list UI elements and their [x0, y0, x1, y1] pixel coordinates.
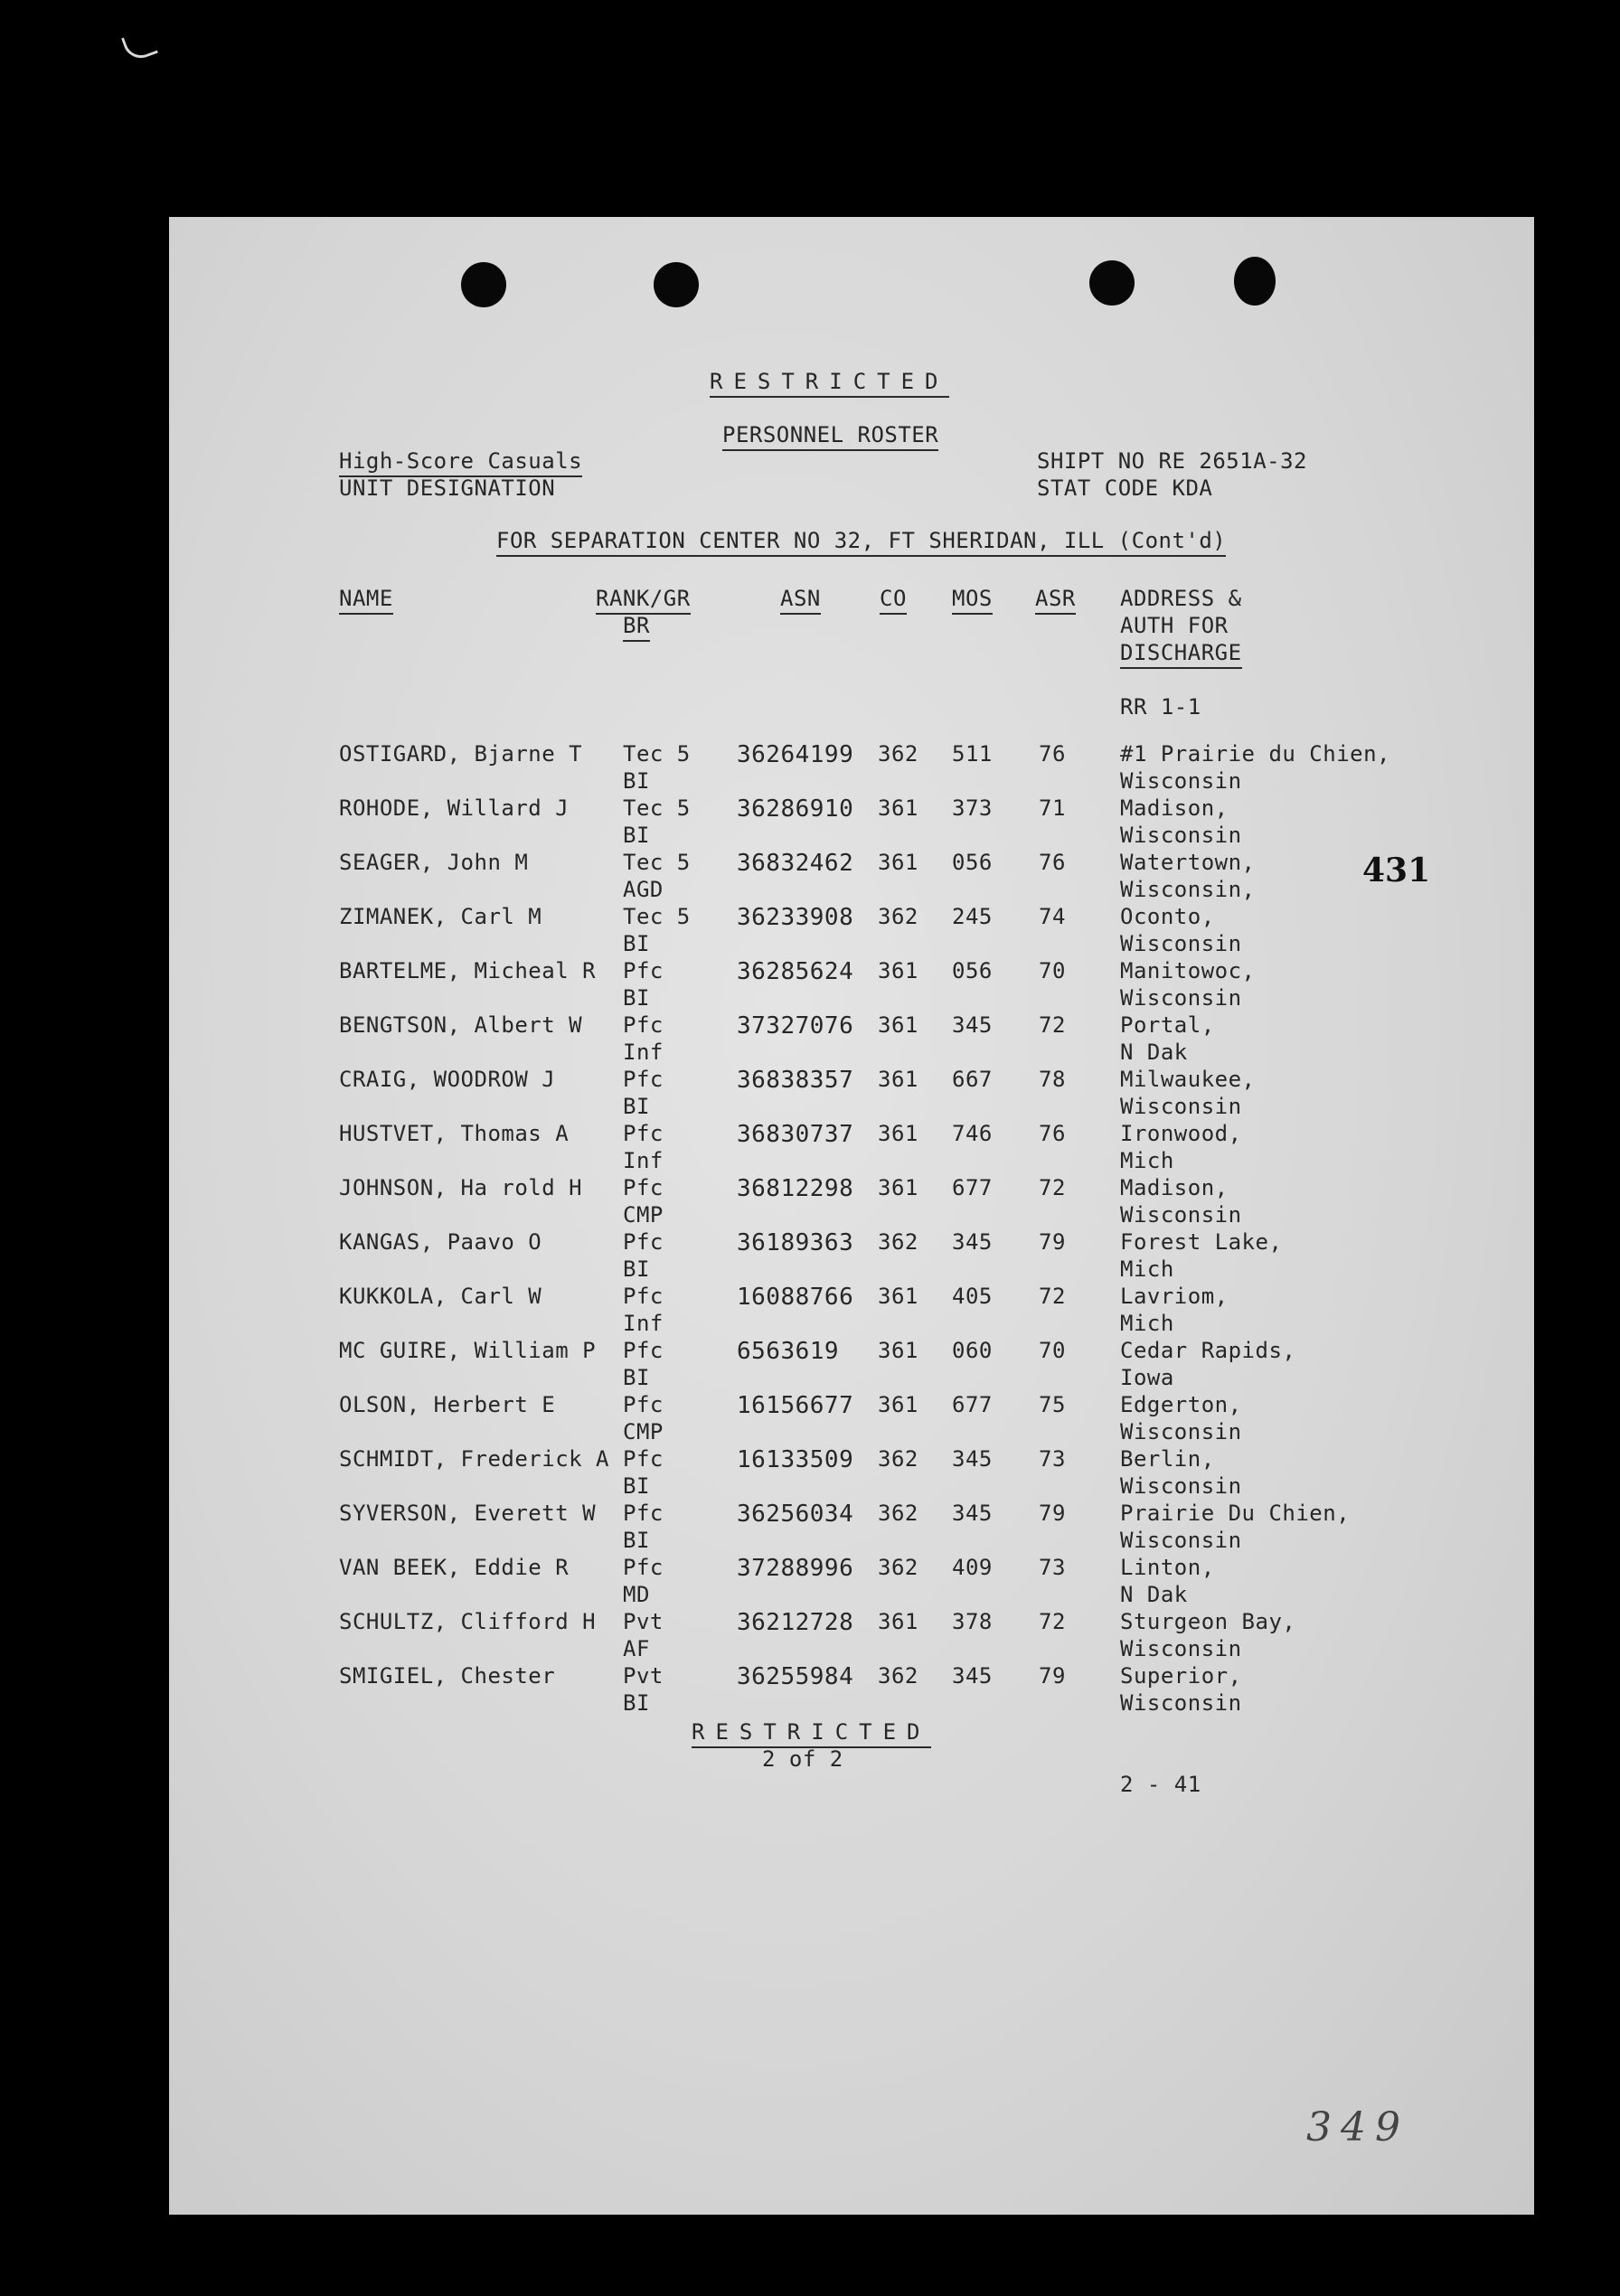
- cell-asr: 74: [1039, 904, 1066, 929]
- cell-rank: Tec 5: [623, 741, 691, 767]
- cell-asn: 37327076: [737, 1012, 854, 1040]
- cell-asr: 70: [1039, 1338, 1066, 1363]
- cell-branch: BI: [623, 1365, 650, 1390]
- unit-designation-label: UNIT DESIGNATION: [339, 475, 556, 501]
- cell-address-line1: Linton,: [1120, 1555, 1215, 1580]
- table-row: [169, 1663, 1435, 1717]
- cell-asr: 72: [1039, 1284, 1066, 1309]
- cell-co: 361: [878, 1609, 918, 1634]
- table-row: [169, 1392, 1435, 1446]
- cell-mos: 345: [952, 1501, 993, 1526]
- cell-co: 361: [878, 1175, 918, 1200]
- cell-branch: Inf: [623, 1148, 664, 1173]
- cell-branch: BI: [623, 823, 650, 848]
- cell-mos: 511: [952, 741, 993, 767]
- table-row: [169, 741, 1435, 795]
- cell-name: SMIGIEL, Chester: [339, 1663, 556, 1689]
- cell-co: 361: [878, 1338, 918, 1363]
- cell-rank: Pfc: [623, 1338, 664, 1363]
- cell-address-line1: Madison,: [1120, 795, 1229, 821]
- table-row: [169, 904, 1435, 958]
- cell-asr: 76: [1039, 1121, 1066, 1146]
- table-row: [169, 1555, 1435, 1609]
- cell-address-line1: Watertown,: [1120, 850, 1256, 875]
- col-address-2: AUTH FOR: [1120, 613, 1229, 638]
- cell-address-line2: Mich: [1120, 1148, 1174, 1173]
- col-rank: RANK/GR: [596, 586, 691, 615]
- punch-hole: [654, 262, 699, 307]
- cell-asr: 71: [1039, 795, 1066, 821]
- cell-address-line1: Oconto,: [1120, 904, 1215, 929]
- col-address-3: DISCHARGE: [1120, 640, 1242, 669]
- cell-rank: Pfc: [623, 1229, 664, 1255]
- cell-branch: CMP: [623, 1419, 664, 1444]
- col-co: CO: [880, 586, 907, 615]
- col-mos: MOS: [952, 586, 993, 615]
- col-asr: ASR: [1035, 586, 1076, 615]
- cell-asn: 36233908: [737, 904, 854, 931]
- cell-address-line2: Mich: [1120, 1311, 1174, 1336]
- cell-mos: 405: [952, 1284, 993, 1309]
- cell-name: CRAIG, WOODROW J: [339, 1067, 556, 1092]
- cell-branch: Inf: [623, 1311, 664, 1336]
- cell-mos: 378: [952, 1609, 993, 1634]
- cell-address-line1: Milwaukee,: [1120, 1067, 1256, 1092]
- cell-rank: Tec 5: [623, 795, 691, 821]
- cell-name: VAN BEEK, Eddie R: [339, 1555, 570, 1580]
- cell-name: ROHODE, Willard J: [339, 795, 570, 821]
- cell-rank: Pfc: [623, 1555, 664, 1580]
- cell-co: 362: [878, 741, 918, 767]
- cell-address-line1: Cedar Rapids,: [1120, 1338, 1296, 1363]
- cell-mos: 746: [952, 1121, 993, 1146]
- cell-asr: 76: [1039, 741, 1066, 767]
- cell-rank: Pfc: [623, 1284, 664, 1309]
- cell-branch: BI: [623, 1690, 650, 1716]
- cell-branch: AF: [623, 1636, 650, 1661]
- cell-address-line2: Iowa: [1120, 1365, 1174, 1390]
- cell-mos: 373: [952, 795, 993, 821]
- cell-asn: 36832462: [737, 850, 854, 877]
- restricted-marking-bottom: RESTRICTED: [692, 1719, 931, 1748]
- roster-title: PERSONNEL ROSTER: [722, 422, 938, 451]
- cell-co: 361: [878, 850, 918, 875]
- cell-address-line1: Manitowoc,: [1120, 958, 1256, 983]
- cell-address-line2: Wisconsin: [1120, 768, 1242, 794]
- cell-asr: 72: [1039, 1012, 1066, 1038]
- cell-asr: 78: [1039, 1067, 1066, 1092]
- cell-asr: 76: [1039, 850, 1066, 875]
- cell-address-line2: Wisconsin: [1120, 823, 1242, 848]
- cell-address-line1: Lavriom,: [1120, 1284, 1229, 1309]
- cell-name: OLSON, Herbert E: [339, 1392, 556, 1417]
- cell-asn: 36212728: [737, 1609, 854, 1636]
- cell-branch: Inf: [623, 1040, 664, 1065]
- table-row: [169, 1338, 1435, 1392]
- cell-asr: 79: [1039, 1501, 1066, 1526]
- cell-name: KANGAS, Paavo O: [339, 1229, 542, 1255]
- destination-line: FOR SEPARATION CENTER NO 32, FT SHERIDAN, ILL (Cont'd): [496, 528, 1226, 557]
- cell-co: 361: [878, 958, 918, 983]
- cell-address-line1: Sturgeon Bay,: [1120, 1609, 1296, 1634]
- table-row: [169, 795, 1435, 850]
- cell-asn: 36812298: [737, 1175, 854, 1202]
- cell-rank: Pfc: [623, 1175, 664, 1200]
- cell-address-line1: Edgerton,: [1120, 1392, 1242, 1417]
- cell-name: SYVERSON, Everett W: [339, 1501, 597, 1526]
- cell-asn: 36838357: [737, 1067, 854, 1094]
- cell-rank: Pfc: [623, 1121, 664, 1146]
- cell-branch: MD: [623, 1582, 650, 1607]
- table-row: [169, 1446, 1435, 1501]
- cell-asn: 16156677: [737, 1392, 854, 1419]
- table-row: [169, 1067, 1435, 1121]
- cell-name: BARTELME, Micheal R: [339, 958, 597, 983]
- cell-mos: 345: [952, 1663, 993, 1689]
- cell-co: 361: [878, 795, 918, 821]
- cell-address-line2: Wisconsin: [1120, 1419, 1242, 1444]
- cell-asr: 72: [1039, 1175, 1066, 1200]
- cell-co: 361: [878, 1392, 918, 1417]
- cell-rank: Pfc: [623, 1446, 664, 1472]
- cell-co: 362: [878, 1229, 918, 1255]
- cell-mos: 345: [952, 1229, 993, 1255]
- cell-address-line2: N Dak: [1120, 1582, 1188, 1607]
- cell-rank: Pfc: [623, 1012, 664, 1038]
- cell-asn: 36189363: [737, 1229, 854, 1256]
- cell-address-line1: Berlin,: [1120, 1446, 1215, 1472]
- cell-asn: 16088766: [737, 1284, 854, 1311]
- cell-branch: BI: [623, 1528, 650, 1553]
- cell-co: 362: [878, 1501, 918, 1526]
- cell-name: HUSTVET, Thomas A: [339, 1121, 570, 1146]
- table-row: [169, 1609, 1435, 1663]
- cell-rank: Pfc: [623, 1392, 664, 1417]
- cell-rank: Pfc: [623, 958, 664, 983]
- shipment-number: SHIPT NO RE 2651A-32: [1037, 448, 1307, 474]
- cell-mos: 060: [952, 1338, 993, 1363]
- col-address-1: ADDRESS &: [1120, 586, 1242, 611]
- cell-address-line1: Forest Lake,: [1120, 1229, 1283, 1255]
- cell-address-line2: Wisconsin: [1120, 1094, 1242, 1119]
- col-name: NAME: [339, 586, 393, 615]
- cell-asr: 73: [1039, 1446, 1066, 1472]
- cell-branch: CMP: [623, 1202, 664, 1228]
- cell-mos: 245: [952, 904, 993, 929]
- cell-asn: 6563619: [737, 1338, 840, 1365]
- cell-name: BENGTSON, Albert W: [339, 1012, 583, 1038]
- cell-asr: 79: [1039, 1663, 1066, 1689]
- cell-address-line2: N Dak: [1120, 1040, 1188, 1065]
- film-corner-mark: [121, 28, 158, 63]
- col-branch: BR: [623, 613, 650, 642]
- cell-asn: 36286910: [737, 795, 854, 823]
- table-row: [169, 1121, 1435, 1175]
- cell-branch: BI: [623, 985, 650, 1011]
- cell-asr: 79: [1039, 1229, 1066, 1255]
- cell-co: 362: [878, 1555, 918, 1580]
- cell-branch: BI: [623, 768, 650, 794]
- cell-name: MC GUIRE, William P: [339, 1338, 597, 1363]
- cell-address-line1: Prairie Du Chien,: [1120, 1501, 1351, 1526]
- cell-mos: 677: [952, 1175, 993, 1200]
- cell-co: 362: [878, 904, 918, 929]
- cell-asn: 37288996: [737, 1555, 854, 1582]
- cell-rank: Tec 5: [623, 904, 691, 929]
- cell-branch: BI: [623, 931, 650, 956]
- cell-asn: 16133509: [737, 1446, 854, 1473]
- cell-address-line2: Mich: [1120, 1256, 1174, 1282]
- cell-address-line1: Portal,: [1120, 1012, 1215, 1038]
- table-row: [169, 1501, 1435, 1555]
- table-row: [169, 1229, 1435, 1284]
- cell-co: 361: [878, 1012, 918, 1038]
- cell-address-line2: Wisconsin: [1120, 1473, 1242, 1499]
- cell-address-line2: Wisconsin,: [1120, 877, 1256, 902]
- cell-asr: 75: [1039, 1392, 1066, 1417]
- punch-hole: [1234, 257, 1276, 306]
- cell-asn: 36830737: [737, 1121, 854, 1148]
- col-asn: ASN: [780, 586, 821, 615]
- cell-name: SEAGER, John M: [339, 850, 529, 875]
- handwritten-frame-number: 349: [1306, 2104, 1409, 2150]
- cell-mos: 667: [952, 1067, 993, 1092]
- unit-name: High-Score Casuals: [339, 448, 582, 477]
- cell-rank: Pfc: [623, 1501, 664, 1526]
- page-stamp-number: 431: [1362, 852, 1431, 889]
- cell-address-line1: Superior,: [1120, 1663, 1242, 1689]
- cell-rank: Tec 5: [623, 850, 691, 875]
- cell-name: JOHNSON, Ha rold H: [339, 1175, 583, 1200]
- cell-mos: 345: [952, 1012, 993, 1038]
- cell-address-line2: Wisconsin: [1120, 1528, 1242, 1553]
- cell-mos: 677: [952, 1392, 993, 1417]
- cell-address-line1: Ironwood,: [1120, 1121, 1242, 1146]
- punch-hole: [461, 262, 506, 307]
- cell-asn: 36255984: [737, 1663, 854, 1690]
- restricted-marking-top: RESTRICTED: [710, 369, 949, 398]
- cell-address-line2: Wisconsin: [1120, 1202, 1242, 1228]
- table-row: [169, 958, 1435, 1012]
- cell-co: 362: [878, 1663, 918, 1689]
- cell-asr: 73: [1039, 1555, 1066, 1580]
- cell-mos: 056: [952, 850, 993, 875]
- cell-mos: 056: [952, 958, 993, 983]
- cell-asn: 36256034: [737, 1501, 854, 1528]
- roster-sheet: [169, 217, 1534, 2215]
- cell-rank: Pfc: [623, 1067, 664, 1092]
- cell-name: SCHULTZ, Clifford H: [339, 1609, 597, 1634]
- table-row: [169, 1175, 1435, 1229]
- cell-branch: AGD: [623, 877, 664, 902]
- cell-asn: 36264199: [737, 741, 854, 768]
- cell-address-line1: Madison,: [1120, 1175, 1229, 1200]
- discharge-authority: RR 1-1: [1120, 694, 1201, 720]
- stat-code: STAT CODE KDA: [1037, 475, 1213, 501]
- cell-asn: 36285624: [737, 958, 854, 985]
- cell-co: 362: [878, 1446, 918, 1472]
- cell-address-line2: Wisconsin: [1120, 931, 1242, 956]
- cell-branch: BI: [623, 1473, 650, 1499]
- table-row: [169, 850, 1435, 904]
- cell-co: 361: [878, 1284, 918, 1309]
- cell-rank: Pvt: [623, 1663, 664, 1689]
- punch-hole: [1089, 260, 1135, 306]
- cell-name: SCHMIDT, Frederick A: [339, 1446, 609, 1472]
- cell-branch: BI: [623, 1256, 650, 1282]
- cell-asr: 70: [1039, 958, 1066, 983]
- cell-address-line2: Wisconsin: [1120, 1636, 1242, 1661]
- cell-branch: BI: [623, 1094, 650, 1119]
- page-count: 2 of 2: [762, 1746, 843, 1772]
- cell-name: OSTIGARD, Bjarne T: [339, 741, 583, 767]
- cell-rank: Pvt: [623, 1609, 664, 1634]
- cell-mos: 345: [952, 1446, 993, 1472]
- cell-mos: 409: [952, 1555, 993, 1580]
- cell-address-line1: #1 Prairie du Chien,: [1120, 741, 1390, 767]
- cell-name: ZIMANEK, Carl M: [339, 904, 542, 929]
- cell-address-line2: Wisconsin: [1120, 1690, 1242, 1716]
- table-row: [169, 1012, 1435, 1067]
- cell-co: 361: [878, 1067, 918, 1092]
- cell-asr: 72: [1039, 1609, 1066, 1634]
- cell-name: KUKKOLA, Carl W: [339, 1284, 542, 1309]
- cell-address-line2: Wisconsin: [1120, 985, 1242, 1011]
- table-row: [169, 1284, 1435, 1338]
- cell-co: 361: [878, 1121, 918, 1146]
- document-reference: 2 - 41: [1120, 1772, 1201, 1797]
